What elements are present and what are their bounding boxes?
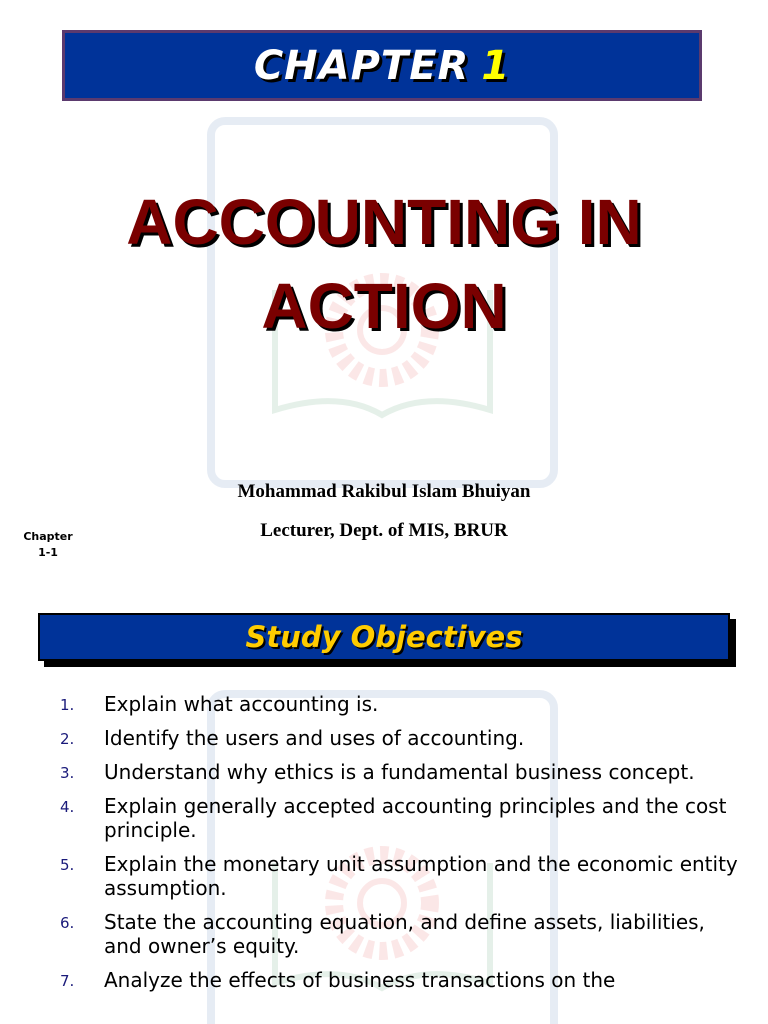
objective-item: [0, 968, 768, 992]
objective-item: [0, 692, 768, 716]
objective-item: [0, 726, 768, 750]
study-objectives-slide: [0, 580, 768, 1024]
study-objectives-heading: Study Objectives: [245, 620, 523, 654]
objective-number: 2.: [60, 730, 75, 748]
title-line-1: ACCOUNTING IN: [126, 186, 642, 258]
slide-number: [18, 529, 78, 561]
objective-text: Understand why ethics is a fundamental business concept.: [104, 760, 695, 784]
chapter-heading: [254, 43, 510, 89]
objective-number: 6.: [60, 914, 75, 932]
objective-item: [0, 852, 768, 900]
author-name: Mohammad Rakibul Islam Bhuiyan: [237, 481, 531, 502]
objective-text: Explain what accounting is.: [104, 692, 379, 716]
chapter-banner: [62, 30, 702, 101]
objective-text: Analyze the effects of business transactions on the: [104, 968, 616, 992]
objective-item: [0, 794, 768, 842]
objective-text: Explain generally accepted accounting principles and the cost principle.: [104, 794, 727, 842]
objective-text: State the accounting equation, and define assets, liabilities, and owner’s equity.: [104, 910, 705, 958]
objective-number: 4.: [60, 798, 75, 816]
objective-number: 3.: [60, 764, 75, 782]
objective-number: 7.: [60, 972, 75, 990]
title-line-2: ACTION: [261, 270, 507, 342]
objectives-list: [0, 692, 768, 1002]
objective-text: Identify the users and uses of accounting.: [104, 726, 525, 750]
objective-text: Explain the monetary unit assumption and the economic entity assumption.: [104, 852, 738, 900]
objective-item: [0, 910, 768, 958]
slide-number-line-2: 1-1: [38, 546, 58, 559]
study-objectives-banner: [38, 613, 730, 661]
chapter-number: 1: [481, 42, 511, 89]
objective-number: 5.: [60, 856, 75, 874]
author-position: Lecturer, Dept. of MIS, BRUR: [260, 520, 508, 541]
objective-item: [0, 760, 768, 784]
objective-number: 1.: [60, 696, 75, 714]
slide-number-line-1: Chapter: [23, 530, 73, 543]
chapter-word: CHAPTER: [253, 42, 470, 89]
chapter-title: [60, 180, 708, 348]
